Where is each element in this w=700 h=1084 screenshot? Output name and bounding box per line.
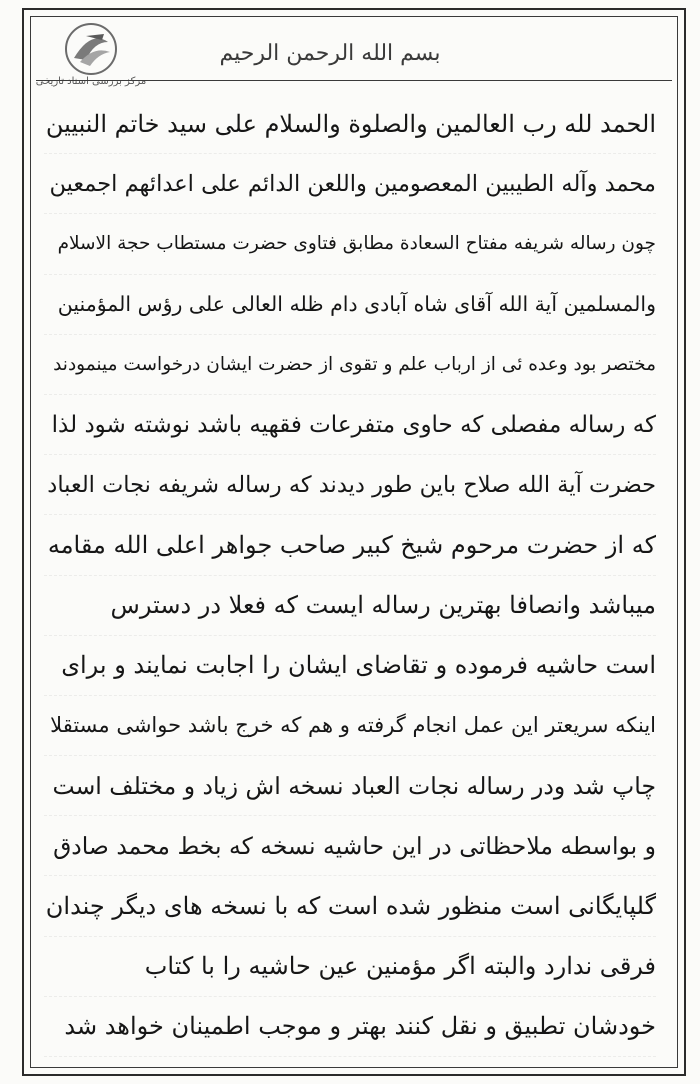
text-line-1: الحمد لله رب العالمین والصلوة والسلام علی سید خاتم النبیین [44, 94, 656, 154]
text-line-3: چون رساله شریفه مفتاح السعادة مطابق فتاوی حضرت مستطاب حجة الاسلام [44, 214, 656, 274]
watermark [26, 22, 156, 92]
text-line-11: اینکه سریعتر این عمل انجام گرفته و هم که خرج باشد حواشی مستقلا [44, 696, 656, 756]
watermark-caption: مرکز بررسی اسناد تاریخی [35, 76, 147, 87]
text-line-16: خودشان تطبیق و نقل کنند بهتر و موجب اطمینان خواهد شد [44, 997, 656, 1057]
text-line-7: حضرت آیة الله صلاح باین طور دیدند که رساله شریفه نجات العباد [44, 455, 656, 515]
text-line-2: محمد وآله الطیبین المعصومین واللعن الدائم علی اعدائهم اجمعین [44, 154, 656, 214]
text-line-6: که رساله مفصلی که حاوی متفرعات فقهیه باشد نوشته شود لذا [44, 395, 656, 455]
text-line-15: فرقی ندارد والبته اگر مؤمنین عین حاشیه را با کتاب [44, 937, 656, 997]
text-line-8: که از حضرت مرحوم شیخ کبیر صاحب جواهر اعلی الله مقامه [44, 515, 656, 575]
heading-divider [36, 80, 672, 81]
text-line-10: است حاشیه فرموده و تقاضای ایشان را اجابت نمایند و برای [44, 636, 656, 696]
text-line-14: گلپایگانی است منظور شده است که با نسخه های دیگر چندان [44, 876, 656, 936]
text-line-12: چاپ شد ودر رساله نجات العباد نسخه اش زیاد و مختلف است [44, 756, 656, 816]
bismillah-heading: بسم الله الرحمن الرحیم [219, 40, 441, 66]
heading-band [150, 30, 510, 76]
text-line-4: والمسلمین آیة الله آقای شاه آبادی دام ظله العالی علی رؤس المؤمنین [44, 275, 656, 335]
text-line-9: میباشد وانصافا بهترین رساله ایست که فعلا در دسترس [44, 576, 656, 636]
manuscript-text-block [44, 94, 656, 1057]
text-line-13: و بواسطه ملاحظاتی در این حاشیه نسخه که بخط محمد صادق [44, 816, 656, 876]
archive-logo-icon [64, 22, 118, 76]
text-line-5: مختصر بود وعده ئی از ارباب علم و تقوی از حضرت ایشان درخواست مینمودند [44, 335, 656, 395]
